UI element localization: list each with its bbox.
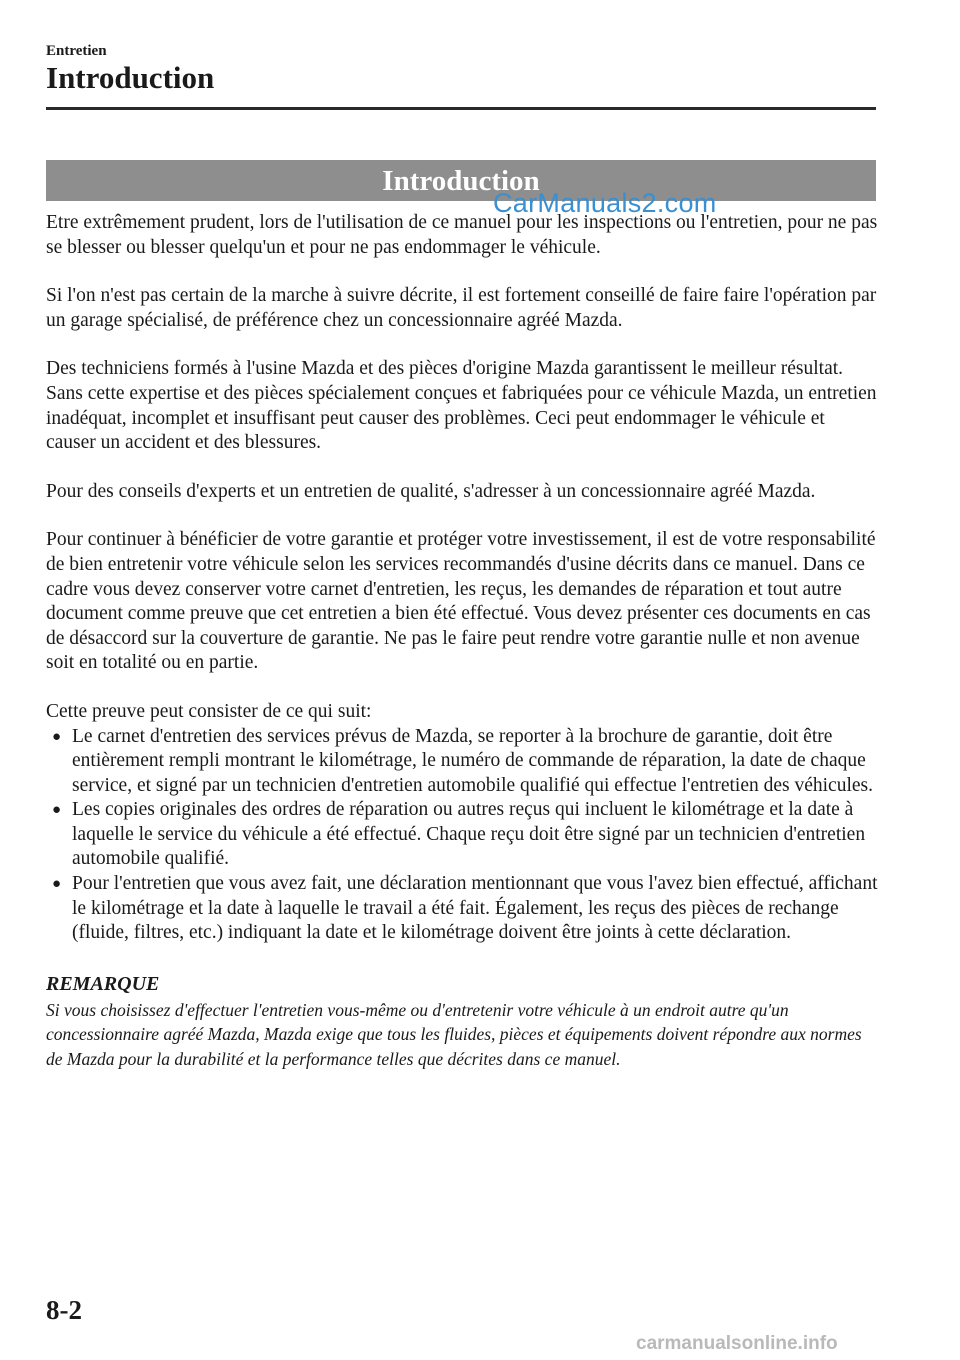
section-title: Introduction — [382, 165, 540, 197]
watermark-bottom: carmanualsonline.info — [636, 1333, 838, 1354]
list-item-text: Les copies originales des ordres de réparation ou autres reçus qui incluent le kilométrage et la date à laquelle le service du véhicule a été effectué. Chaque reçu doit être signé par un technicien d'entretien automobile qualifié. — [72, 799, 866, 870]
list-item-text: Le carnet d'entretien des services prévus de Mazda, se reporter à la brochure de garantie, doit être entièrement rempli montrant le kilométrage, le numéro de commande de réparation, la date de chaque service, et signé par un technicien d'entretien automobile qualifié qui effectue l'entretien des véhicules. — [72, 725, 873, 796]
bullet-icon: ● — [52, 802, 62, 819]
note-text: Si vous choisissez d'effectuer l'entretien vous-même ou d'entretenir votre véhicule à un endroit autre qu'un concessionnaire agréé Mazda, Mazda exige que tous les fluides, pièces et équipements doivent répondre aux normes de Mazda pour la durabilité et la performance telles que décrites dans ce manuel. — [46, 999, 862, 1070]
bullet-icon: ● — [52, 728, 62, 745]
list-item — [46, 872, 878, 946]
note-heading: REMARQUE — [46, 972, 160, 995]
paragraph-warranty: Pour continuer à bénéficier de votre garantie et protéger votre investissement, il est de votre responsabilité de bien entretenir votre véhicule selon les services recommandés d'usine décrits dans ce manuel. Dans ce cadre vous devez conserver votre carnet d'entretien, les reçus, les demandes de réparation et tout autre document comme preuve que cet entretien a bien été effectué. Vous devez présenter ces documents en cas de désaccord sur la couverture de garantie. Ne pas le faire peut rendre votre garantie nulle et non avenue soit en totalité ou en partie. — [46, 529, 876, 674]
proof-intro: Cette preuve peut consister de ce qui suit: — [46, 700, 372, 722]
page-number: 8-2 — [46, 1295, 82, 1325]
paragraph-technicians: Des techniciens formés à l'usine Mazda et des pièces d'origine Mazda garantissent le meilleur résultat. Sans cette expertise et des pièces spécialement conçues et fabriquées pour ce véhicule Mazda, un entretien inadéquat, incomplet et insuffisant peut causer des problèmes. Ceci peut endommager le véhicule et causer un accident et des blessures. — [46, 358, 877, 454]
bullet-icon: ● — [52, 876, 62, 893]
chapter-label: Entretien — [46, 43, 107, 59]
proof-list — [46, 725, 878, 946]
list-item-text: Pour l'entretien que vous avez fait, une déclaration mentionnant que vous l'avez bien effectué, affichant le kilométrage et la date à laquelle le travail a été fait. Également, les reçus des pièces de rechange (fluide, filtres, etc.) indiquant la date et le kilométrage doivent être joints à cette déclaration. — [72, 873, 878, 944]
paragraph-caution: Etre extrêmement prudent, lors de l'utilisation de ce manuel pour les inspections ou l'entretien, pour ne pas se blesser ou blesser quelqu'un et pour ne pas endommager le véhicule. — [46, 212, 878, 258]
page-content — [46, 211, 878, 1096]
header-rule — [46, 107, 876, 110]
list-item — [46, 798, 878, 872]
watermark-top: CarManuals2.com — [493, 188, 717, 218]
paragraph-specialist: Si l'on n'est pas certain de la marche à suivre décrite, il est fortement conseillé de faire faire l'opération par un garage spécialisé, de préférence chez un concessionnaire agréé Mazda. — [46, 285, 877, 331]
paragraph-advice: Pour des conseils d'experts et un entretien de qualité, s'adresser à un concessionnaire agréé Mazda. — [46, 480, 816, 502]
list-item — [46, 725, 878, 799]
section-title-bar — [46, 160, 876, 201]
page-title: Introduction — [46, 60, 215, 95]
